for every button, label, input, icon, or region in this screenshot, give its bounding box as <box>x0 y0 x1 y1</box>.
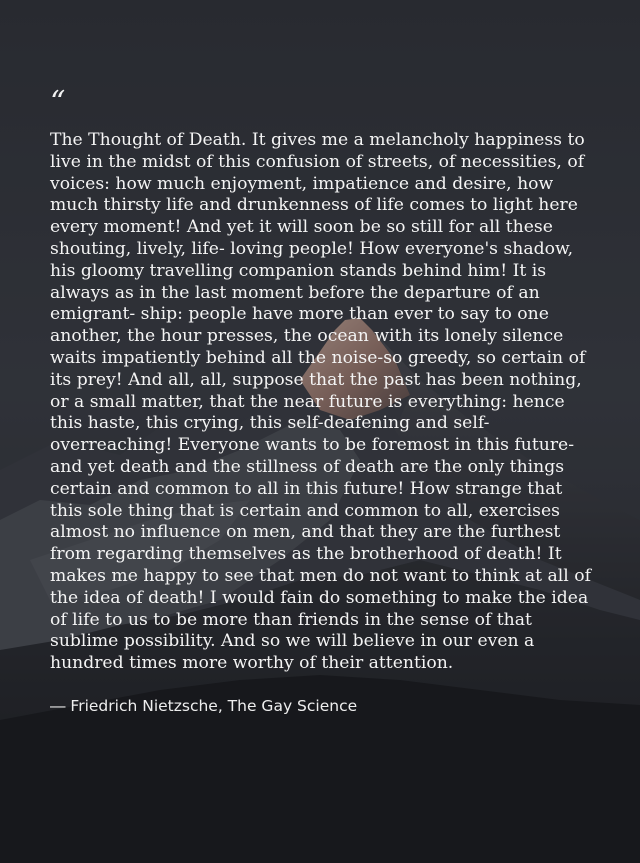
quote-text: The Thought of Death. It gives me a melancholy happiness to live in the midst of this confusion of streets, of necessities, of voices: how much enjoyment, impatience and desire, how much thirsty life and drunkenness of life comes to light here every moment! And yet it will soon be so still for all these shouting, lively, life- loving people! How everyone's shadow, his gloomy travelling companion stands behind him! It is always as in the last moment before the departure of an emigrant- ship: people have more than ever to say to one another, the hour presses, the ocean with its lonely silence waits impatiently behind all the noise-so greedy, so certain of its prey! And all, all, suppose that the past has been nothing, or a small matter, that the near future is everything: hence this haste, this crying, this self-deafening and self-overreaching! Everyone wants to be foremost in this future-and yet death and the stillness of death are the only things certain and common to all in this future! How strange that this sole thing that is certain and common to all, exercises almost no influence on men, and that they are the furthest from regarding themselves as the brotherhood of death! It makes me happy to see that men do not want to think at all of the idea of death! I would fain do something to make the idea of life to us to be more than friends in the sense of that sublime possibility. And so we will believe in our even a hundred times more worthy of their attention. <box>50 130 591 674</box>
quote-card <box>50 85 595 716</box>
quotation-mark-icon: “ <box>50 85 66 120</box>
quote-attribution: ― Friedrich Nietzsche, The Gay Science <box>50 696 358 715</box>
